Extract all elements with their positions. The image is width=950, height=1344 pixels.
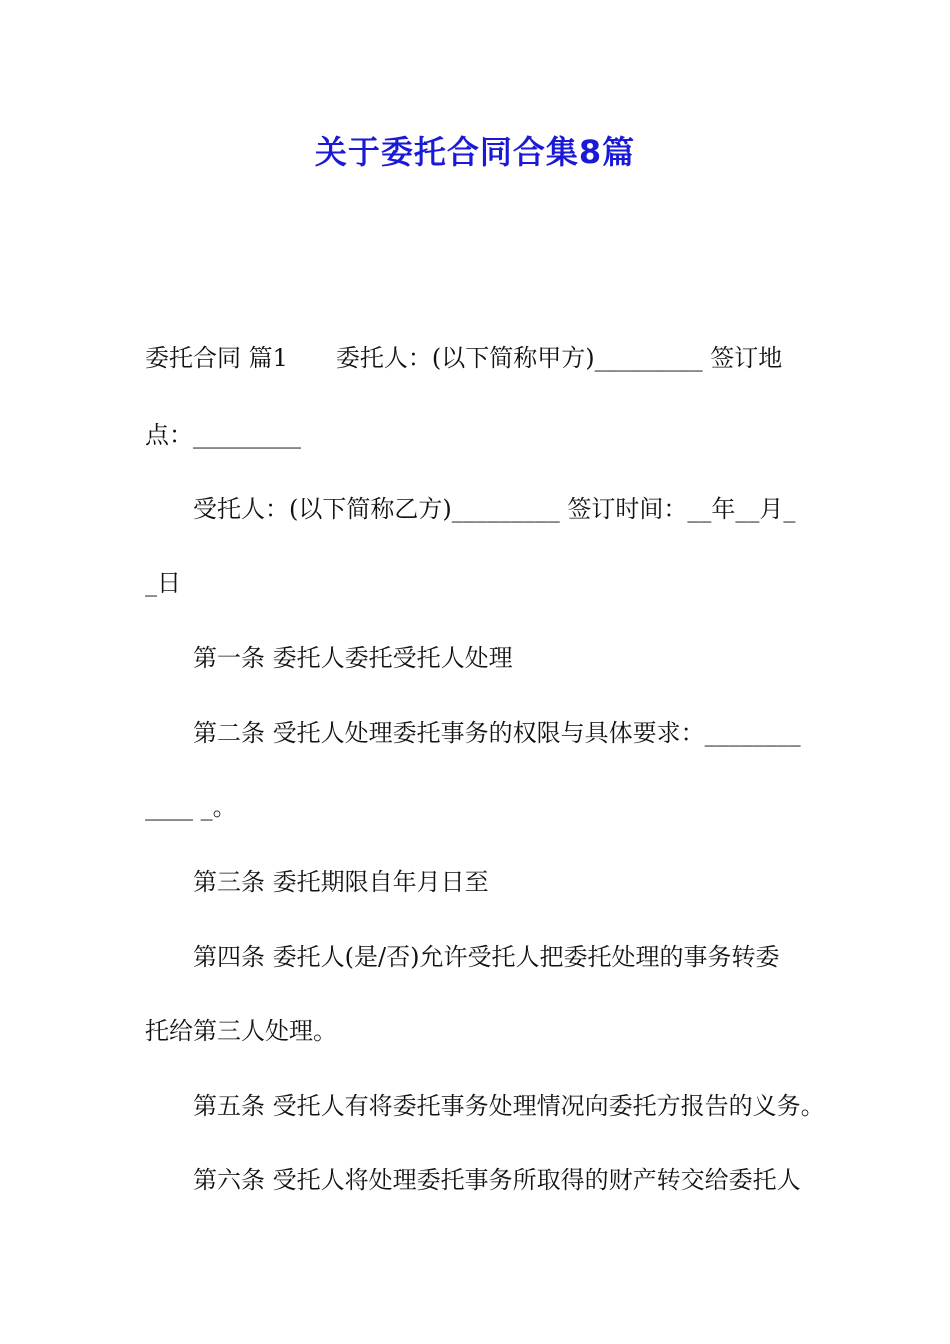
article-4: 第四条 委托人(是/否)允许受托人把委托处理的事务转委 bbox=[193, 943, 780, 971]
article-4-continuation: 托给第三人处理。 bbox=[145, 1017, 337, 1045]
date-continuation-line: _日 bbox=[145, 569, 181, 597]
article-2: 第二条 受托人处理委托事务的权限与具体要求：________ bbox=[193, 719, 801, 747]
article-1: 第一条 委托人委托受托人处理 bbox=[193, 644, 513, 672]
article-6: 第六条 受托人将处理委托事务所取得的财产转交给委托人 bbox=[193, 1166, 801, 1194]
party-a-text: 委托人：(以下简称甲方)_________ 签订地 bbox=[335, 344, 783, 372]
contract-heading-line bbox=[145, 341, 810, 375]
article-5: 第五条 受托人有将委托事务处理情况向委托方报告的义务。 bbox=[193, 1092, 825, 1120]
signing-place-line: 点：_________ bbox=[145, 421, 301, 449]
page-title: 关于委托合同合集8篇 bbox=[314, 133, 636, 171]
section-label: 委托合同 篇1 bbox=[145, 344, 288, 372]
article-2-continuation: ____ _。 bbox=[145, 793, 237, 821]
party-b-line: 受托人：(以下简称乙方)_________ 签订时间：__年__月_ bbox=[193, 495, 796, 523]
article-3: 第三条 委托期限自年月日至 bbox=[193, 868, 489, 896]
